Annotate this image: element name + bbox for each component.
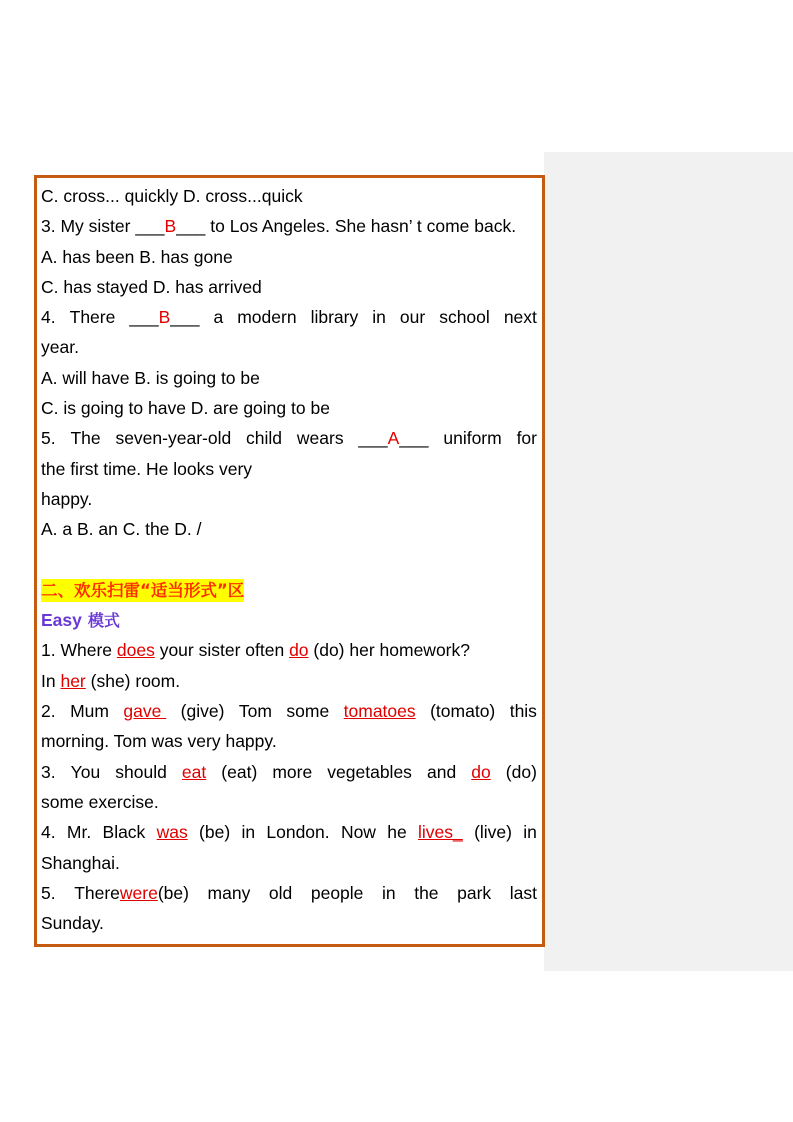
word: The <box>70 428 101 449</box>
word: wears <box>296 428 344 449</box>
answer: does <box>116 640 155 661</box>
question-3 <box>41 211 537 241</box>
answer: were <box>119 882 158 903</box>
word: a <box>213 307 224 328</box>
option-text: C. has stayed D. has arrived <box>41 276 262 297</box>
answer: lives_ <box>418 822 463 843</box>
exercise-continuation: some exercise. <box>41 791 159 812</box>
question-5 <box>41 423 537 453</box>
word: next <box>503 307 537 328</box>
word: 5. <box>41 428 56 449</box>
word: school <box>439 307 490 328</box>
question-continuation: the first time. He looks very <box>41 458 253 479</box>
option-line <box>41 514 537 544</box>
word: our <box>399 307 426 328</box>
answer: tomatoes <box>343 701 416 722</box>
word: 4. <box>41 307 56 328</box>
answer: do <box>471 761 491 782</box>
word: uniform <box>443 428 502 449</box>
option-line <box>41 363 537 393</box>
question-continuation: year. <box>41 337 79 358</box>
option-line <box>41 181 537 211</box>
question-text: 3. My sister ___ <box>41 216 165 237</box>
answer: B <box>158 307 171 328</box>
blank: ___B___ <box>129 307 200 328</box>
word: seven-year-old <box>115 428 232 449</box>
answer: was <box>156 822 188 843</box>
exercise-4: 4. Mr. Black was (be) in London. Now he lives_ (live) in <box>41 817 537 847</box>
option-text: A. a B. an C. the D. / <box>41 519 202 540</box>
exercise-2: 2. Mum gave (give) Tom some tomatoes (tomato) this <box>41 696 537 726</box>
word: in <box>372 307 386 328</box>
section-heading <box>41 575 537 605</box>
option-line <box>41 393 537 423</box>
document-content <box>41 181 537 938</box>
question-4 <box>41 302 537 332</box>
option-text: A. has been B. has gone <box>41 246 233 267</box>
answer: B <box>164 216 177 237</box>
exercise-continuation: Shanghai. <box>41 852 120 873</box>
spacer <box>41 545 537 575</box>
comment-pane <box>544 152 793 971</box>
exercise-3: 3. You should eat (eat) more vegetables and do (do) <box>41 757 537 787</box>
exercise-1: 1. Where does your sister often do (do) her homework? <box>41 640 470 661</box>
exercise-continuation: Sunday. <box>41 913 104 934</box>
word: modern <box>237 307 297 328</box>
option-line <box>41 272 537 302</box>
blank: ___A___ <box>358 428 429 449</box>
mode-label: Easy 模式 <box>41 610 120 631</box>
option-line <box>41 242 537 272</box>
word: for <box>516 428 537 449</box>
answer: gave <box>123 701 167 722</box>
exercise-continuation: morning. Tom was very happy. <box>41 731 277 752</box>
answer: A <box>387 428 400 449</box>
answer: eat <box>181 761 207 782</box>
exercise-5: 5. Therewere(be) many old people in the park last <box>41 882 537 903</box>
answer: do <box>289 640 309 661</box>
option-text: A. will have B. is going to be <box>41 367 260 388</box>
option-text: C. cross... quickly D. cross...quick <box>41 186 303 206</box>
question-text: ___ to Los Angeles. She hasn’ t come back. <box>176 216 517 237</box>
word: child <box>246 428 283 449</box>
section-title: 二、欢乐扫雷“适当形式”区 <box>41 580 245 600</box>
question-continuation: happy. <box>41 488 93 509</box>
word: There <box>69 307 116 328</box>
exercise-continuation: In her (she) room. <box>41 670 181 691</box>
word: library <box>310 307 359 328</box>
option-text: C. is going to have D. are going to be <box>41 398 330 419</box>
answer: her <box>60 670 86 691</box>
